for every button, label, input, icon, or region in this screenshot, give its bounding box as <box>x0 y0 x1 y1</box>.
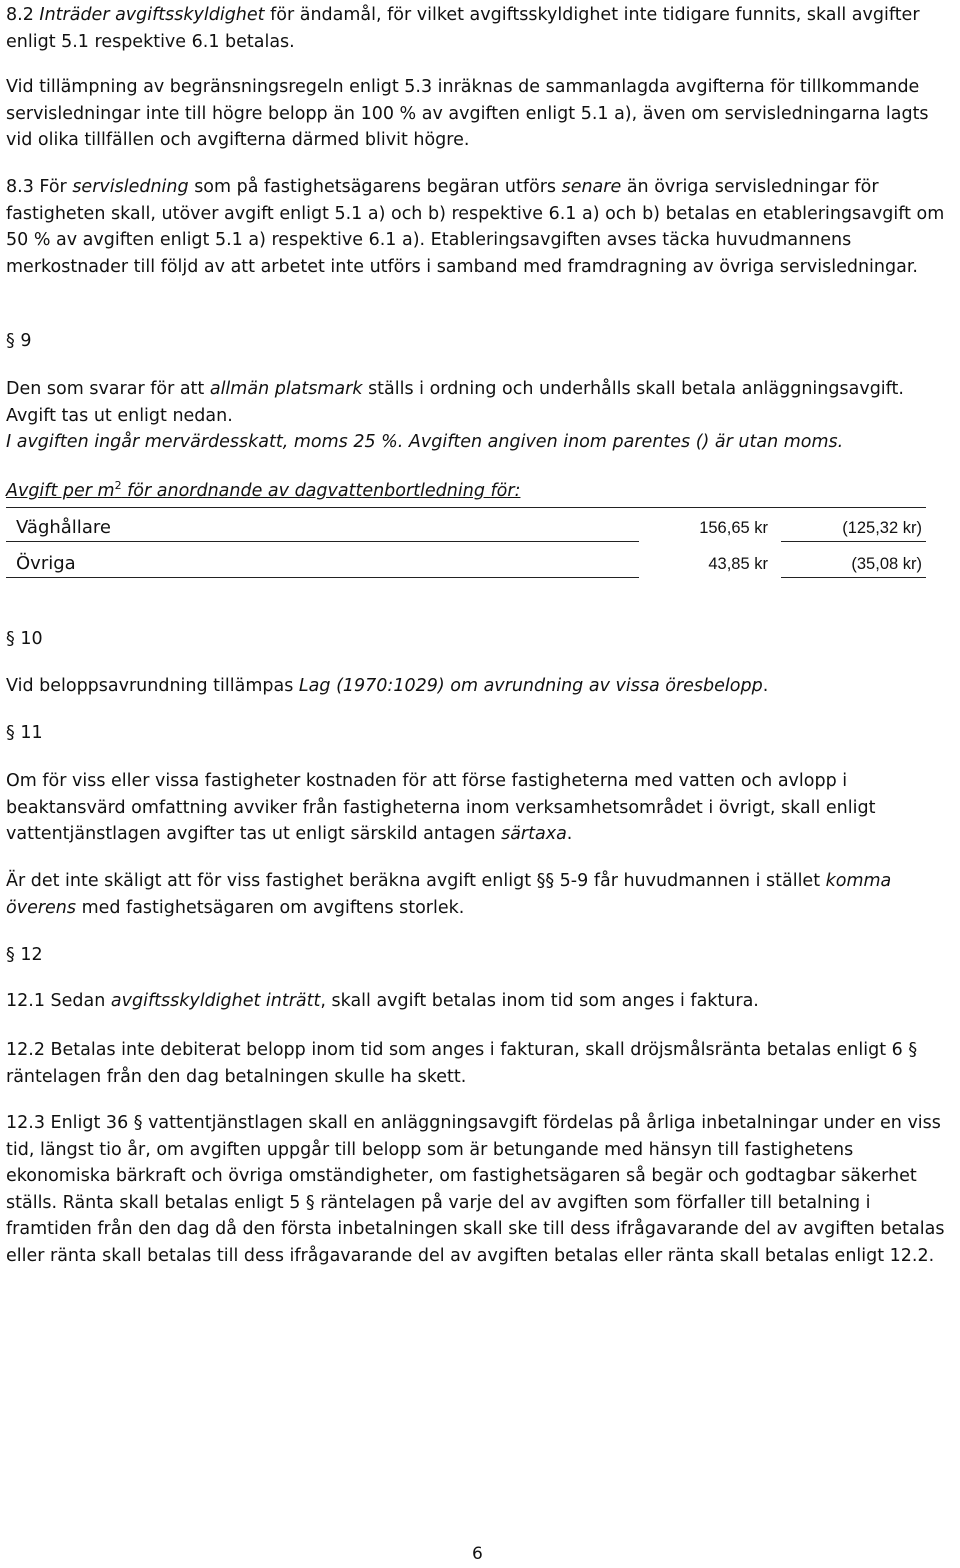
defined-term: särtaxa <box>501 824 567 844</box>
text: Är det inte skäligt att för viss fastighet beräkna avgift enligt §§ 5-9 får huvudmannen i stället <box>6 871 826 891</box>
amount-incl-vat: 156,65 kr <box>699 519 768 537</box>
text: med fastighetsägaren om avgiftens storlek. <box>76 897 465 918</box>
amount-excl-vat: (35,08 kr) <box>851 555 922 573</box>
defined-term: servisledning <box>72 177 189 197</box>
text: Den som svarar för att <box>6 379 210 399</box>
text: , skall avgift betalas inom tid som anges i faktura. <box>320 991 759 1011</box>
defined-term: avgiftsskyldighet inträtt <box>110 991 321 1011</box>
section-text: för ändamål, för vilket avgiftsskyldighet inte tidigare funnits, skall avgifter enligt 5.1 respektive 6.1 betalas. <box>6 5 920 52</box>
paragraph-9-text <box>6 376 954 456</box>
amount-incl-vat: 43,85 kr <box>708 555 768 573</box>
row-label: Övriga <box>16 553 76 574</box>
vat-note: I avgiften ingår mervärdesskatt, moms 25 %. Avgiften angiven inom parentes () är utan moms. <box>6 432 844 452</box>
text: . <box>566 824 573 844</box>
paragraph-heading-11: § 11 <box>6 723 43 743</box>
section-number: 8.2 <box>6 5 40 25</box>
section-number: 8.3 För <box>6 177 73 197</box>
fee-table-title <box>6 478 520 505</box>
defined-term: komma överens <box>6 871 892 918</box>
row-rule <box>781 577 926 578</box>
text: Om för viss eller vissa fastigheter kostnaden för att förse fastigheterna med vatten och avlopp i beaktansvärd omfattning avviker från fastigheterna inom verksamhetsområdet i övrigt, skall enligt vattentjänstlagen avgifter tas ut enligt särskild antagen <box>6 771 876 844</box>
text: för anordnande av dagvattenbortledning för: <box>121 481 521 501</box>
text: 12.1 Sedan <box>6 991 111 1011</box>
paragraph-heading-9: § 9 <box>6 331 32 351</box>
section-8-3 <box>6 174 954 280</box>
section-12-1 <box>6 988 954 1015</box>
text: Vid beloppsavrundning tillämpas <box>6 676 299 696</box>
paragraph-11-text-2 <box>6 868 954 921</box>
table-top-rule <box>6 507 926 508</box>
section-text: som på fastighetsägarens begäran utförs <box>188 177 562 197</box>
page-number: 6 <box>472 1544 483 1564</box>
paragraph-10-text <box>6 673 954 700</box>
row-rule <box>781 541 926 542</box>
text: Avgift per m <box>6 481 115 501</box>
section-12-2: 12.2 Betalas inte debiterat belopp inom tid som anges i fakturan, skall dröjsmålsränta betalas enligt 6 § räntelagen från den dag betalningen skulle ha skett. <box>6 1040 918 1087</box>
section-8-2 <box>6 2 954 55</box>
paragraph-11-text-1 <box>6 768 954 848</box>
defined-term: allmän platsmark <box>209 379 363 399</box>
row-rule <box>6 541 639 542</box>
section-8-2-limitation: Vid tillämpning av begränsningsregeln enligt 5.3 inräknas de sammanlagda avgifterna för tillkommande servisledningar inte till högre belopp än 100 % av avgiften enligt 5.1 a), även om servisledningarna lagts vid olika tillfällen och avgifterna därmed blivit högre. <box>6 77 929 150</box>
paragraph-heading-10: § 10 <box>6 629 43 649</box>
paragraph-heading-12: § 12 <box>6 945 43 965</box>
row-rule <box>6 577 639 578</box>
section-12-3: 12.3 Enligt 36 § vattentjänstlagen skall en anläggningsavgift fördelas på årliga inbetalningar under en viss tid, längst tio år, om avgiften uppgår till belopp som är betungande med hänsyn till fastighetens ekonomiska bärkraft och övriga omständigheter, om fastighetsägaren så begär och godtagbar säkerhet ställs. Ränta skall betalas enligt 5 § räntelagen på varje del av avgiften som förfaller till betalning i framtiden från den dag då den första inbetalningen skall ske till dess ifrågavarande del av avgiften betalas eller ränta skall betalas till dess ifrågavarande del av avgiften betalas eller ränta skall betalas enligt 12.2. <box>6 1113 945 1266</box>
law-reference: Lag (1970:1029) om avrundning av vissa öresbelopp <box>298 676 763 696</box>
section-text: än övriga servisledningar för fastigheten skall, utöver avgift enligt 5.1 a) och b) respektive 6.1 a) och b) betalas en etableringsavgift om 50 % av avgiften enligt 5.1 a) respektive 6.1 a). Etableringsavgiften avses täcka huvudmannens merkostnader till följd av att arbetet inte utförs i samband med framdragning av övriga servisledningar. <box>6 177 945 277</box>
text: . <box>762 676 769 696</box>
defined-term: Inträder avgiftsskyldighet <box>39 5 265 25</box>
amount-excl-vat: (125,32 kr) <box>842 519 922 537</box>
row-label: Väghållare <box>16 517 111 538</box>
defined-term: senare <box>561 177 622 197</box>
superscript: 2 <box>114 479 122 493</box>
text: ställs i ordning och underhålls skall betala anläggningsavgift. Avgift tas ut enligt nedan. <box>6 379 904 426</box>
